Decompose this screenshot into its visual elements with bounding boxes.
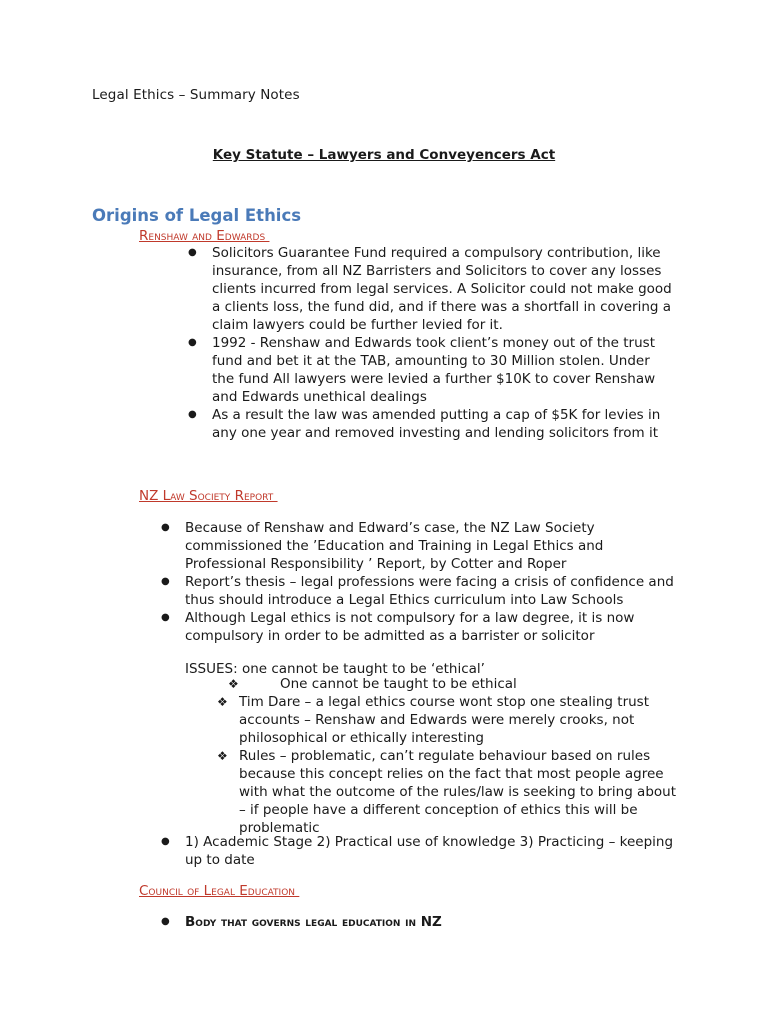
list-item: ● Body that governs legal education in NZ xyxy=(161,914,442,930)
bullet-icon: ● xyxy=(188,409,197,420)
bullet-icon: ● xyxy=(161,836,170,847)
bullet-icon: ● xyxy=(161,612,170,623)
diamond-bullet-icon: ❖ xyxy=(217,695,228,709)
document-title: Legal Ethics – Summary Notes xyxy=(92,87,300,103)
list-item: ● Solicitors Guarantee Fund required a compulsory contribution, like insurance, from all NZ Barristers and Solicitors to cover any losses clients incurred from legal services. A Solicitor could not make good a clients loss, the fund did, and if there was a shortfall in covering a claim lawyers could be further levied for it. xyxy=(188,245,672,333)
section-heading-origins: Origins of Legal Ethics xyxy=(92,206,302,225)
issues-label: ISSUES: one cannot be taught to be ‘ethical’ xyxy=(185,661,485,677)
sub-list-item: ❖ Rules – problematic, can’t regulate behaviour based on rules because this concept relies on the fact that most people agree with what the outcome of the rules/law is seeking to bring about – if people have a different conception of ethics this will be problematic xyxy=(217,748,677,836)
bullet-icon: ● xyxy=(161,916,170,927)
subheading-renshaw-edwards: Renshaw and Edwards xyxy=(139,228,270,244)
bullet-icon: ● xyxy=(161,522,170,533)
sub-list-item: ❖ Tim Dare – a legal ethics course wont stop one stealing trust accounts – Renshaw and Edwards were merely crooks, not philosophical or ethically interesting xyxy=(217,694,650,746)
list-item: ● Because of Renshaw and Edward’s case, the NZ Law Society commissioned the ’Education and Training in Legal Ethics and Professional Responsibility ’ Report, by Cotter and Roper xyxy=(161,520,604,572)
bullet-icon: ● xyxy=(188,337,197,348)
bullet-icon: ● xyxy=(161,576,170,587)
report-list xyxy=(161,519,675,645)
diamond-bullet-icon: ❖ xyxy=(228,677,239,691)
list-item: ● 1) Academic Stage 2) Practical use of knowledge 3) Practicing – keeping up to date xyxy=(161,834,674,868)
key-statute-heading: Key Statute – Lawyers and Conveyencers Act xyxy=(212,147,556,163)
council-list xyxy=(161,913,675,931)
issues-sublist xyxy=(217,675,679,837)
list-item: ● Report’s thesis – legal professions were facing a crisis of confidence and thus should introduce a Legal Ethics curriculum into Law Schools xyxy=(161,574,674,608)
renshaw-list xyxy=(188,244,672,442)
bullet-icon: ● xyxy=(188,247,197,258)
list-item: ● 1992 - Renshaw and Edwards took client’s money out of the trust fund and bet it at the TAB, amounting to 30 Million stolen. Under the fund All lawyers were levied a further $10K to cover Renshaw and Edwards unethical dealings xyxy=(188,335,656,405)
list-item: ● Although Legal ethics is not compulsory for a law degree, it is now compulsory in order to be admitted as a barrister or solicitor xyxy=(161,610,635,644)
subheading-council-legal-education: Council of Legal Education xyxy=(139,883,300,899)
diamond-bullet-icon: ❖ xyxy=(217,749,228,763)
subheading-nz-law-society-report: NZ Law Society Report xyxy=(139,488,278,504)
sub-list-item: ❖ One cannot be taught to be ethical xyxy=(228,676,517,692)
report-list-continued xyxy=(161,833,675,869)
list-item: ● As a result the law was amended putting a cap of $5K for levies in any one year and removed investing and lending solicitors from it xyxy=(188,407,661,441)
